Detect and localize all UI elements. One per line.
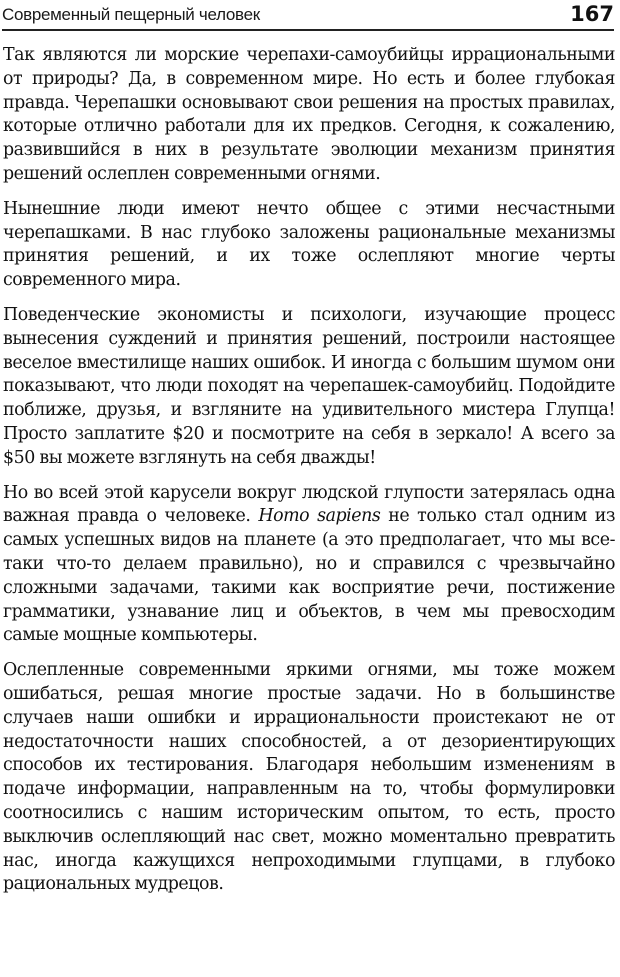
paragraph-4-species-name: Homo sapiens	[258, 506, 381, 527]
running-title: Современный пещерный человек	[2, 5, 260, 24]
body-text	[3, 44, 615, 897]
paragraph-3: Поведенческие экономисты и психологи, изучающие процесс вынесения суждений и принятия решений, построили настоящее веселое вместилище наших ошибок. И иногда с большим шумом они показывают, что люди походят на черепашек-самоубийц. Подойдите поближе, друзья, и взгляните на удивительного мистера Глупца! Просто заплатите $20 и посмотрите на себя в зеркало! А всего за $50 вы можете взглянуть на себя дважды!	[3, 304, 615, 468]
paragraph-1: Так являются ли морские черепахи-самоубийцы иррациональными от природы? Да, в современном мире. Но есть и более глубокая правда. Черепашки основывают свои решения на простых правилах, которые отлично работали для их предков. Сегодня, к сожалению, развившийся в них в результате эволюции механизм принятия решений ослеплен современными огнями.	[3, 45, 615, 184]
running-header	[2, 2, 614, 28]
paragraph-4-text-before: Но во всей этой карусели вокруг людской глупости затерялась одна важная правда о человеке.	[3, 482, 615, 527]
header-rule	[2, 29, 614, 31]
paragraph-4	[3, 482, 615, 649]
paragraph-2: Нынешние люди имеют нечто общее с этими несчастными черепашками. В нас глубоко заложены рациональные механизмы принятия решений, и их тоже ослепляют многие черты современного мира.	[3, 198, 615, 291]
paragraph-5: Ослепленные современными яркими огнями, мы тоже можем ошибаться, решая многие простые задачи. Но в большинстве случаев наши ошибки и иррациональности проистекают не от недостаточности наших способностей, а от дезориентирующих способов их тестирования. Благодаря небольшим изменениям в подаче информации, направленным на то, чтобы формулировки соотносились с нашим историческим опытом, то есть, просто выключив ослепляющий нас свет, можно моментально превратить нас, иногда кажущихся непроходимыми глупцами, в глубоко рациональных мудрецов.	[3, 660, 615, 895]
paragraph-4-text-after: не только стал одним из самых успешных видов на планете (а это предполагает, что мы все-таки что-то делаем правильно), но и справился с чрезвычайно сложными задачами, такими как восприятие речи, постижение грамматики, узнавание лиц и объектов, в чем мы превосходим самые мощные компьютеры.	[3, 506, 615, 646]
page-number: 167	[570, 2, 614, 26]
